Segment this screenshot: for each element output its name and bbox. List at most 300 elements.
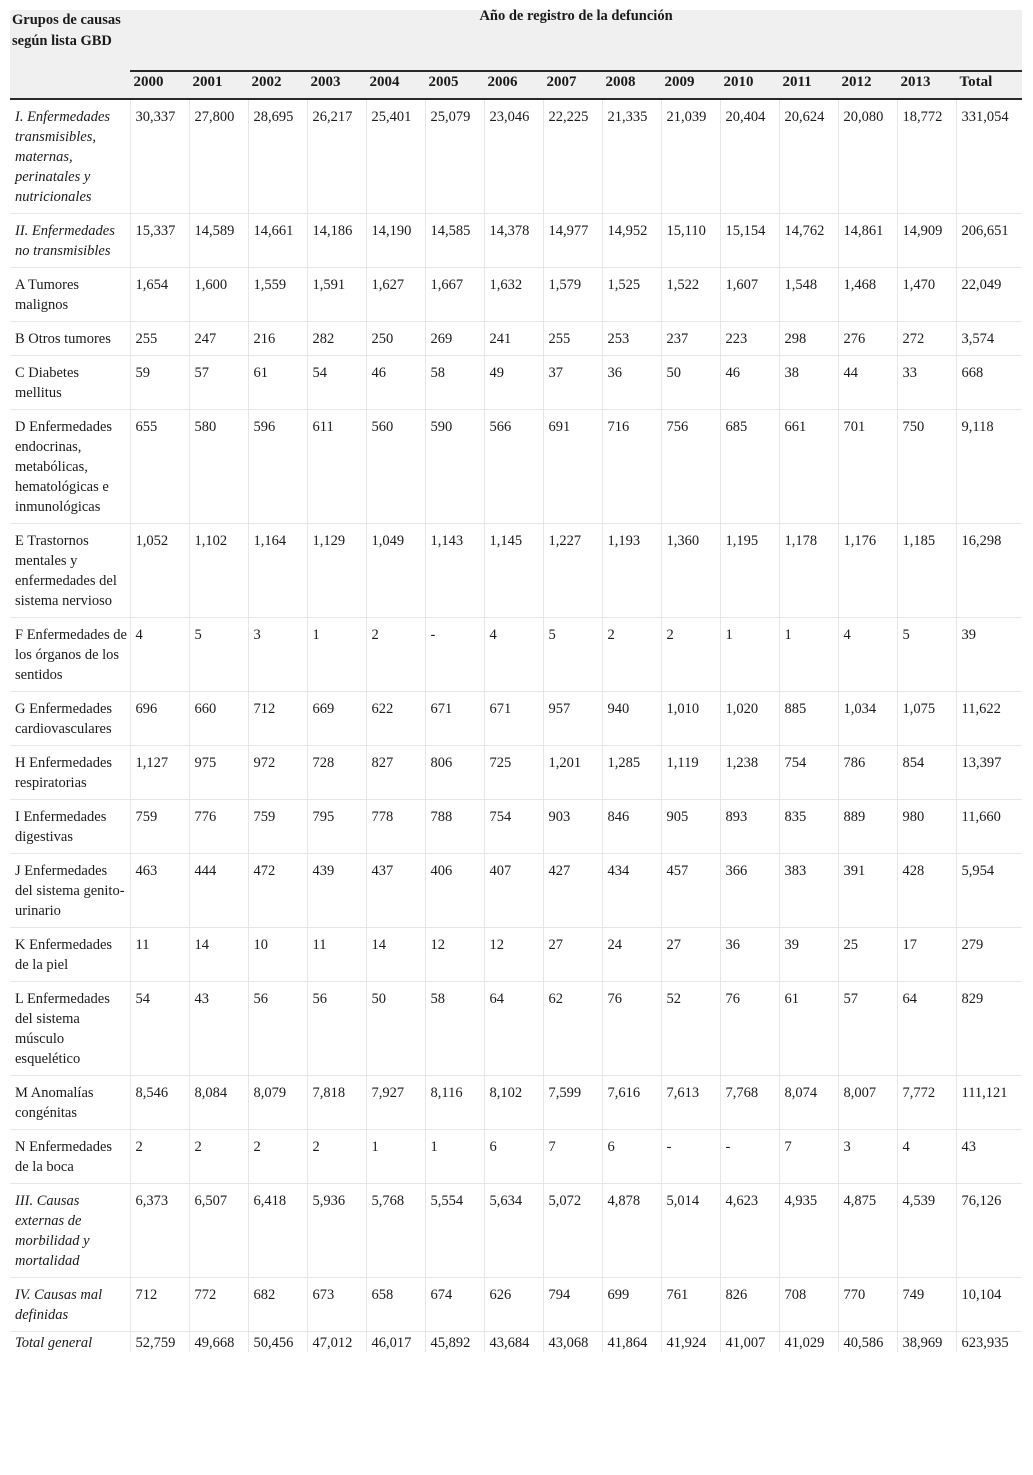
column-header-total: Total — [956, 71, 1022, 99]
cell-value: 5 — [897, 618, 956, 692]
cell-value: 611 — [307, 410, 366, 524]
cell-value: 750 — [897, 410, 956, 524]
cell-value: 39 — [956, 618, 1022, 692]
cell-value: 829 — [956, 982, 1022, 1076]
cell-value: 46,017 — [366, 1332, 425, 1353]
cell-value: 826 — [720, 1278, 779, 1332]
cell-value: 282 — [307, 322, 366, 356]
cell-value: 1 — [720, 618, 779, 692]
cell-value: 444 — [189, 854, 248, 928]
cell-value: 206,651 — [956, 214, 1022, 268]
cell-value: 5,072 — [543, 1184, 602, 1278]
cell-value: 43 — [189, 982, 248, 1076]
cell-value: 14,190 — [366, 214, 425, 268]
cell-value: - — [720, 1130, 779, 1184]
table-row — [10, 618, 1022, 692]
cell-value: 1,049 — [366, 524, 425, 618]
cell-value: 754 — [779, 746, 838, 800]
cell-value: 806 — [425, 746, 484, 800]
cell-value: 383 — [779, 854, 838, 928]
cell-value: 7,818 — [307, 1076, 366, 1130]
cell-value: 41,029 — [779, 1332, 838, 1353]
cell-value: 253 — [602, 322, 661, 356]
cell-value: 846 — [602, 800, 661, 854]
cell-value: 1,176 — [838, 524, 897, 618]
cell-value: 276 — [838, 322, 897, 356]
cell-value: 1,193 — [602, 524, 661, 618]
cell-value: 1,201 — [543, 746, 602, 800]
cell-value: 6 — [602, 1130, 661, 1184]
cell-value: 43,068 — [543, 1332, 602, 1353]
cell-value: 4 — [897, 1130, 956, 1184]
cell-value: 46 — [720, 356, 779, 410]
cell-value: - — [425, 618, 484, 692]
column-header-2002: 2002 — [248, 71, 307, 99]
cell-value: 279 — [956, 928, 1022, 982]
cell-value: 41,007 — [720, 1332, 779, 1353]
cell-value: 776 — [189, 800, 248, 854]
cell-value: 61 — [248, 356, 307, 410]
cell-value: 52,759 — [130, 1332, 189, 1353]
cell-value: 15,154 — [720, 214, 779, 268]
cell-value: 980 — [897, 800, 956, 854]
cell-value: 14,186 — [307, 214, 366, 268]
table-header — [10, 10, 1022, 99]
cell-value: 434 — [602, 854, 661, 928]
cell-value: 794 — [543, 1278, 602, 1332]
cell-value: 1,548 — [779, 268, 838, 322]
cell-value: 56 — [248, 982, 307, 1076]
mortality-table — [10, 10, 1022, 1352]
year-header-row — [10, 71, 1022, 99]
cell-value: 30,337 — [130, 99, 189, 214]
column-header-2011: 2011 — [779, 71, 838, 99]
cell-value: 671 — [425, 692, 484, 746]
mortality-table-container — [10, 10, 1022, 1352]
cell-value: 1,627 — [366, 268, 425, 322]
cell-value: 1,285 — [602, 746, 661, 800]
column-header-2004: 2004 — [366, 71, 425, 99]
cell-value: 14,762 — [779, 214, 838, 268]
cell-value: 13,397 — [956, 746, 1022, 800]
cell-value: 44 — [838, 356, 897, 410]
cell-value: 25,079 — [425, 99, 484, 214]
column-header-2001: 2001 — [189, 71, 248, 99]
cell-value: 772 — [189, 1278, 248, 1332]
cell-value: 8,074 — [779, 1076, 838, 1130]
cell-value: 14,909 — [897, 214, 956, 268]
cell-value: 5,936 — [307, 1184, 366, 1278]
cell-value: 272 — [897, 322, 956, 356]
cell-value: 1 — [779, 618, 838, 692]
cell-value: 14,977 — [543, 214, 602, 268]
row-label: II. Enfermedades no transmisibles — [10, 214, 130, 268]
cell-value: 2 — [248, 1130, 307, 1184]
cell-value: 7,772 — [897, 1076, 956, 1130]
cell-value: 2 — [130, 1130, 189, 1184]
cell-value: 8,116 — [425, 1076, 484, 1130]
column-header-2003: 2003 — [307, 71, 366, 99]
column-header-2007: 2007 — [543, 71, 602, 99]
cell-value: 975 — [189, 746, 248, 800]
cell-value: 1,145 — [484, 524, 543, 618]
cell-value: 406 — [425, 854, 484, 928]
column-header-2006: 2006 — [484, 71, 543, 99]
cell-value: 1,185 — [897, 524, 956, 618]
row-label: III. Causas externas de morbilidad y mortalidad — [10, 1184, 130, 1278]
row-label: J Enfermedades del sistema genito-urinario — [10, 854, 130, 928]
cell-value: 14,661 — [248, 214, 307, 268]
cell-value: 58 — [425, 356, 484, 410]
cell-value: 41,864 — [602, 1332, 661, 1353]
cell-value: 1,020 — [720, 692, 779, 746]
cell-value: 15,337 — [130, 214, 189, 268]
cell-value: 716 — [602, 410, 661, 524]
cell-value: 14 — [189, 928, 248, 982]
cell-value: 11 — [130, 928, 189, 982]
table-row — [10, 1332, 1022, 1353]
cell-value: 437 — [366, 854, 425, 928]
cell-value: 699 — [602, 1278, 661, 1332]
year-group-title — [130, 10, 1022, 71]
cell-value: 1,102 — [189, 524, 248, 618]
cell-value: 1 — [307, 618, 366, 692]
cell-value: 61 — [779, 982, 838, 1076]
cell-value: 1,525 — [602, 268, 661, 322]
cell-value: 36 — [720, 928, 779, 982]
cell-value: 673 — [307, 1278, 366, 1332]
cell-value: 749 — [897, 1278, 956, 1332]
cell-value: 2 — [661, 618, 720, 692]
cell-value: 712 — [130, 1278, 189, 1332]
cell-value: 39 — [779, 928, 838, 982]
cell-value: 7 — [543, 1130, 602, 1184]
cell-value: 4 — [484, 618, 543, 692]
cell-value: 1,034 — [838, 692, 897, 746]
row-label: L Enfermedades del sistema músculo esquelético — [10, 982, 130, 1076]
cell-value: 2 — [602, 618, 661, 692]
cell-value: 1,559 — [248, 268, 307, 322]
column-header-2008: 2008 — [602, 71, 661, 99]
cell-value: 3 — [838, 1130, 897, 1184]
cell-value: 1,143 — [425, 524, 484, 618]
cell-value: 788 — [425, 800, 484, 854]
cell-value: 623,935 — [961, 1335, 1009, 1351]
cell-value: 26,217 — [307, 99, 366, 214]
cell-value: 250 — [366, 322, 425, 356]
cell-value: 6 — [484, 1130, 543, 1184]
cell-value: 8,079 — [248, 1076, 307, 1130]
cell-value: 457 — [661, 854, 720, 928]
cell-value: 1,470 — [897, 268, 956, 322]
row-label: N Enfermedades de la boca — [10, 1130, 130, 1184]
cell-value: 9,118 — [956, 410, 1022, 524]
cell-value: 54 — [307, 356, 366, 410]
cell-value: 2 — [366, 618, 425, 692]
cell-value: 5 — [189, 618, 248, 692]
cell-value: 16,298 — [956, 524, 1022, 618]
cell-value: 674 — [425, 1278, 484, 1332]
cell-value: 1,522 — [661, 268, 720, 322]
cell-value: 247 — [189, 322, 248, 356]
cell-value: 14,378 — [484, 214, 543, 268]
cell-value: 7 — [779, 1130, 838, 1184]
cell-value: 22,225 — [543, 99, 602, 214]
cell-value: 57 — [838, 982, 897, 1076]
cell-value: 759 — [248, 800, 307, 854]
row-label: G Enfermedades cardiovasculares — [10, 692, 130, 746]
cell-value: 11 — [307, 928, 366, 982]
column-header-2000: 2000 — [130, 71, 189, 99]
cell-value: 903 — [543, 800, 602, 854]
cell-value: 1,195 — [720, 524, 779, 618]
cell-value: 701 — [838, 410, 897, 524]
cell-value: 669 — [307, 692, 366, 746]
cell-value: 596 — [248, 410, 307, 524]
cell-value: 20,080 — [838, 99, 897, 214]
cell-value: 241 — [484, 322, 543, 356]
cell-value: 708 — [779, 1278, 838, 1332]
cell-value: 1,667 — [425, 268, 484, 322]
row-label: C Diabetes mellitus — [10, 356, 130, 410]
cell-value: 18,772 — [897, 99, 956, 214]
table-row — [10, 1184, 1022, 1278]
cell-value: 27,800 — [189, 99, 248, 214]
cell-value: 3,574 — [956, 322, 1022, 356]
cell-value: 661 — [779, 410, 838, 524]
cell-value: 8,007 — [838, 1076, 897, 1130]
cell-value: 566 — [484, 410, 543, 524]
cell-value: 46 — [366, 356, 425, 410]
cell-value: 560 — [366, 410, 425, 524]
table-body — [10, 99, 1022, 1352]
cell-value: 22,049 — [956, 268, 1022, 322]
cell-value: 786 — [838, 746, 897, 800]
cell-value: 50 — [366, 982, 425, 1076]
cell-value: 59 — [130, 356, 189, 410]
cell-value: 4,623 — [720, 1184, 779, 1278]
table-row — [10, 982, 1022, 1076]
cell-value: 14,952 — [602, 214, 661, 268]
table-row — [10, 1076, 1022, 1130]
cell-value: 1 — [425, 1130, 484, 1184]
row-label: Total general — [10, 1332, 130, 1353]
cell-value: 56 — [307, 982, 366, 1076]
cell-value: 7,613 — [661, 1076, 720, 1130]
cell-value: 463 — [130, 854, 189, 928]
table-row — [10, 410, 1022, 524]
column-header-2005: 2005 — [425, 71, 484, 99]
row-label: E Trastornos mentales y enfermedades del sistema nervioso — [10, 524, 130, 618]
row-label: D Enfermedades endocrinas, metabólicas, hematológicas e inmunológicas — [10, 410, 130, 524]
cell-value: 10,104 — [956, 1278, 1022, 1332]
cell-value: 1,654 — [130, 268, 189, 322]
cell-value: 14,585 — [425, 214, 484, 268]
table-row — [10, 1278, 1022, 1332]
cell-value: 223 — [720, 322, 779, 356]
cell-value: 905 — [661, 800, 720, 854]
cell-value: 20,624 — [779, 99, 838, 214]
cell-value: 76,126 — [956, 1184, 1022, 1278]
cell-value: 5,954 — [956, 854, 1022, 928]
cell-value: 1,119 — [661, 746, 720, 800]
cell-value: 255 — [130, 322, 189, 356]
cell-value: 407 — [484, 854, 543, 928]
cell-value: 41,924 — [661, 1332, 720, 1353]
cell-value: 1,010 — [661, 692, 720, 746]
cell-value: 5,554 — [425, 1184, 484, 1278]
cell-value: 216 — [248, 322, 307, 356]
table-row — [10, 928, 1022, 982]
cell-value: 47,012 — [307, 1332, 366, 1353]
cell-value: 957 — [543, 692, 602, 746]
cell-value: 682 — [248, 1278, 307, 1332]
cell-value: 1,360 — [661, 524, 720, 618]
column-header-2010: 2010 — [720, 71, 779, 99]
cell-value: 940 — [602, 692, 661, 746]
cell-value: 885 — [779, 692, 838, 746]
table-row — [10, 322, 1022, 356]
cell-value: 57 — [189, 356, 248, 410]
table-row — [10, 1130, 1022, 1184]
cell-value: 658 — [366, 1278, 425, 1332]
cell-value: 8,084 — [189, 1076, 248, 1130]
table-row — [10, 746, 1022, 800]
row-label: H Enfermedades respiratorias — [10, 746, 130, 800]
cell-value: 8,546 — [130, 1076, 189, 1130]
cell-value: 38 — [779, 356, 838, 410]
cell-value: 43,684 — [484, 1332, 543, 1353]
cell-value: 1,075 — [897, 692, 956, 746]
cell-value: 298 — [779, 322, 838, 356]
cell-value: 1,632 — [484, 268, 543, 322]
cell-value: 54 — [130, 982, 189, 1076]
cell-value: 391 — [838, 854, 897, 928]
cell-value: 11,622 — [956, 692, 1022, 746]
cell-value: 691 — [543, 410, 602, 524]
cell-value: 668 — [956, 356, 1022, 410]
year-group-title-text: Año de registro de la defunción — [479, 8, 673, 24]
cell-value: 5,014 — [661, 1184, 720, 1278]
cell-value: 1,227 — [543, 524, 602, 618]
cell-value: 76 — [720, 982, 779, 1076]
cell-value: 622 — [366, 692, 425, 746]
cell-value: 237 — [661, 322, 720, 356]
cell-value: 580 — [189, 410, 248, 524]
cell-value: 7,599 — [543, 1076, 602, 1130]
cell-value: 255 — [543, 322, 602, 356]
cell-value: 5,634 — [484, 1184, 543, 1278]
cell-value: 1,607 — [720, 268, 779, 322]
table-row — [10, 854, 1022, 928]
cell-value: 50,456 — [248, 1332, 307, 1353]
cell-value: 428 — [897, 854, 956, 928]
cell-value: 4,539 — [897, 1184, 956, 1278]
cell-value: 4 — [130, 618, 189, 692]
cell-value: 21,335 — [602, 99, 661, 214]
cell-value: 728 — [307, 746, 366, 800]
cell-value: 754 — [484, 800, 543, 854]
cell-value: 1,052 — [130, 524, 189, 618]
cell-value: 4,878 — [602, 1184, 661, 1278]
cell-value: 6,418 — [248, 1184, 307, 1278]
cell-value: 37 — [543, 356, 602, 410]
cell-value: 7,768 — [720, 1076, 779, 1130]
row-label: I Enfermedades digestivas — [10, 800, 130, 854]
cell-value: 2 — [189, 1130, 248, 1184]
column-header-2012: 2012 — [838, 71, 897, 99]
row-label: A Tumores malignos — [10, 268, 130, 322]
cell-value: 1,468 — [838, 268, 897, 322]
cell-value: 7,927 — [366, 1076, 425, 1130]
row-label: B Otros tumores — [10, 322, 130, 356]
cell-value: 25,401 — [366, 99, 425, 214]
cell-value: 33 — [897, 356, 956, 410]
cell-value: 756 — [661, 410, 720, 524]
cell-value: 10 — [248, 928, 307, 982]
cell-value: 660 — [189, 692, 248, 746]
cell-value: 64 — [484, 982, 543, 1076]
cell-value: 472 — [248, 854, 307, 928]
table-row — [10, 268, 1022, 322]
cell-value: 3 — [248, 618, 307, 692]
cell-value: 14 — [366, 928, 425, 982]
cell-value: 1,579 — [543, 268, 602, 322]
table-row — [10, 692, 1022, 746]
cell-value: 269 — [425, 322, 484, 356]
cell-value: 889 — [838, 800, 897, 854]
cell-value: 14,861 — [838, 214, 897, 268]
cell-value: 28,695 — [248, 99, 307, 214]
cell-value: - — [661, 1130, 720, 1184]
cell-value: 626 — [484, 1278, 543, 1332]
cell-value: 366 — [720, 854, 779, 928]
cell-value: 7,616 — [602, 1076, 661, 1130]
row-label: IV. Causas mal definidas — [10, 1278, 130, 1332]
cell-value: 795 — [307, 800, 366, 854]
cell-value: 761 — [661, 1278, 720, 1332]
cell-value: 1,127 — [130, 746, 189, 800]
cell-value: 64 — [897, 982, 956, 1076]
cell-value: 1,591 — [307, 268, 366, 322]
row-label: F Enfermedades de los órganos de los sentidos — [10, 618, 130, 692]
cell-value: 45,892 — [425, 1332, 484, 1353]
group-column-header: Grupos de causas según lista GBD — [10, 10, 130, 99]
cell-value: 111,121 — [956, 1076, 1022, 1130]
cell-value: 2 — [307, 1130, 366, 1184]
row-label: K Enfermedades de la piel — [10, 928, 130, 982]
cell-value: 1,129 — [307, 524, 366, 618]
cell-value: 759 — [130, 800, 189, 854]
cell-value: 40,586 — [838, 1332, 897, 1353]
cell-value: 835 — [779, 800, 838, 854]
cell-value: 23,046 — [484, 99, 543, 214]
cell-value: 671 — [484, 692, 543, 746]
cell-value: 25 — [838, 928, 897, 982]
cell-value: 17 — [897, 928, 956, 982]
table-row — [10, 356, 1022, 410]
cell-value: 36 — [602, 356, 661, 410]
cell-value: 427 — [543, 854, 602, 928]
row-label: M Anomalías congénitas — [10, 1076, 130, 1130]
table-row — [10, 99, 1022, 214]
cell-value: 5,768 — [366, 1184, 425, 1278]
cell-value: 12 — [484, 928, 543, 982]
table-row — [10, 800, 1022, 854]
cell-value: 8,102 — [484, 1076, 543, 1130]
cell-value: 331,054 — [956, 99, 1022, 214]
cell-value: 38,969 — [897, 1332, 956, 1353]
